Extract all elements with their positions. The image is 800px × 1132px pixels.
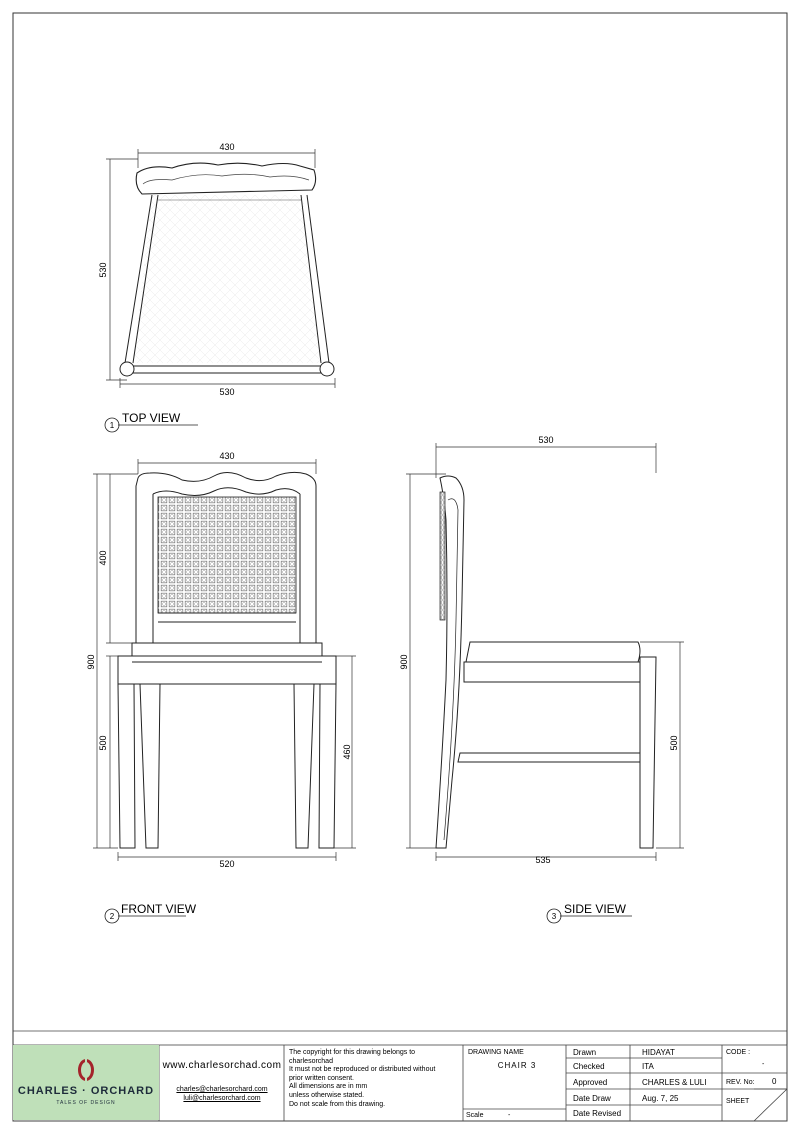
top-view-dim-bottom-width: 530 (219, 387, 235, 397)
top-view-dim-depth: 530 (98, 262, 108, 278)
row-value-date-draw: Aug. 7, 25 (642, 1094, 679, 1103)
front-view-dim-base-width: 520 (219, 859, 235, 869)
sheet-border (13, 13, 787, 1121)
copyright-line: The copyright for this drawing belongs to (289, 1049, 416, 1056)
orchard-logo-icon (78, 1059, 94, 1081)
email-link-luli[interactable]: luli@charlesorchard.com (183, 1095, 261, 1102)
rev-value: 0 (772, 1077, 777, 1086)
front-view-dim-seat-height: 500 (98, 735, 108, 751)
scale-label: Scale (466, 1112, 484, 1119)
top-view-label: TOP VIEW (122, 411, 181, 425)
scale-value: - (508, 1112, 511, 1119)
company-logo (13, 1045, 159, 1120)
side-view (436, 476, 656, 848)
side-view-dim-seat-height: 500 (669, 735, 679, 751)
side-view-dim-top-depth: 530 (538, 435, 554, 445)
sheet-label: SHEET (726, 1098, 750, 1105)
row-label-date-draw: Date Draw (573, 1094, 611, 1103)
row-value-checked: ITA (642, 1062, 654, 1071)
front-view-dim-back-height: 400 (98, 550, 108, 566)
company-name: CHARLES · ORCHARD (17, 1085, 155, 1097)
row-label-drawn: Drawn (573, 1048, 597, 1057)
front-view-label: FRONT VIEW (121, 902, 197, 916)
top-view (98, 142, 335, 432)
rev-label: REV. No: (726, 1079, 755, 1086)
copyright-line: Do not scale from this drawing. (289, 1100, 386, 1108)
row-label-checked: Checked (573, 1062, 605, 1071)
copyright-line: prior written consent. (289, 1074, 354, 1082)
side-view-number: 3 (551, 912, 557, 921)
front-view-dim-total-height: 900 (86, 654, 96, 670)
copyright-notice (289, 1049, 461, 1109)
drawing-name: CHAIR 3 (497, 1061, 537, 1070)
side-view-label: SIDE VIEW (564, 902, 627, 916)
top-view-number: 1 (109, 421, 115, 430)
code-label: CODE : (726, 1049, 751, 1056)
row-label-date-revised: Date Revised (573, 1109, 622, 1118)
copyright-line: charlesorchad (289, 1057, 333, 1065)
front-view-number: 2 (109, 912, 115, 921)
row-value-approved: CHARLES & LULI (642, 1078, 707, 1087)
website-link[interactable]: www.charlesorchad.com (162, 1060, 282, 1071)
copyright-line: All dimensions are in mm (289, 1083, 368, 1091)
side-view-dim-total-height: 900 (399, 654, 409, 670)
copyright-line: It must not be reproduced or distributed without (289, 1066, 436, 1074)
front-view-dim-top-width: 430 (219, 451, 235, 461)
company-tagline: TALES OF DESIGN (56, 1100, 116, 1106)
front-view (118, 472, 336, 848)
drawing-name-label: DRAWING NAME (468, 1049, 524, 1056)
contact-info (160, 1060, 284, 1103)
code-value: - (762, 1061, 765, 1068)
side-view-dim-base-depth: 535 (535, 855, 551, 865)
email-link-charles[interactable]: charles@charlesorchard.com (176, 1086, 268, 1093)
row-label-approved: Approved (573, 1078, 608, 1087)
top-view-dim-top-width: 430 (219, 142, 235, 152)
row-value-drawn: HIDAYAT (642, 1048, 675, 1057)
front-view-dim-rail-height: 460 (342, 744, 352, 760)
copyright-line: unless otherwise stated. (289, 1091, 365, 1099)
